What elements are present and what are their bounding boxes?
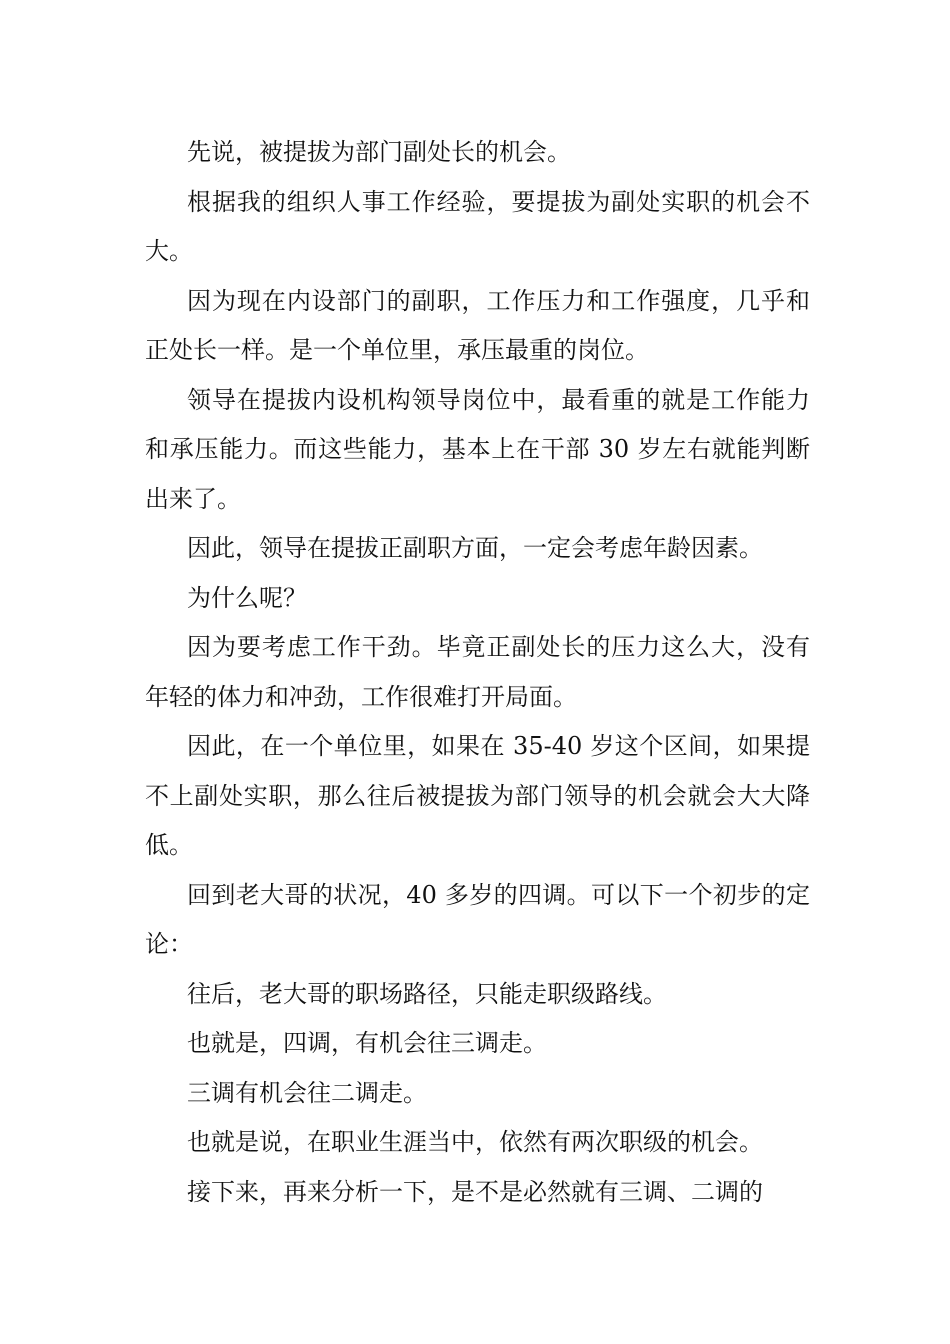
- paragraph-2: 根据我的组织人事工作经验，要提拔为副处实职的机会不大。: [145, 187, 810, 265]
- paragraph-11: 也就是，四调，有机会往三调走。: [187, 1029, 547, 1057]
- paragraph-13: 也就是说，在职业生涯当中，依然有两次职级的机会。: [187, 1128, 763, 1156]
- paragraph-10: 往后，老大哥的职场路径，只能走职级路线。: [187, 979, 667, 1008]
- paragraph-6: 为什么呢？: [187, 583, 307, 612]
- paragraph-4: 领导在提拔内设机构领导岗位中，最看重的就是工作能力和承压能力。而这些能力，基本上在干部 30 岁左右就能判断出来了。: [145, 385, 810, 513]
- paragraph-7: 因为要考虑工作干劲。毕竟正副处长的压力这么大，没有年轻的体力和冲劲，工作很难打开局面。: [145, 633, 810, 711]
- paragraph-9: 回到老大哥的状况，40 多岁的四调。可以下一个初步的定论：: [145, 880, 810, 958]
- paragraph-12: 三调有机会往二调走。: [187, 1078, 427, 1107]
- paragraph-1: 先说，被提拔为部门副处长的机会。: [187, 138, 571, 166]
- paragraph-8: 因此，在一个单位里，如果在 35-40 岁这个区间，如果提不上副处实职，那么往后被提拔为部门领导的机会就会大大降低。: [145, 732, 810, 859]
- paragraph-5: 因此，领导在提拔正副职方面，一定会考虑年龄因素。: [187, 534, 763, 562]
- paragraph-14: 接下来，再来分析一下，是不是必然就有三调、二调的: [187, 1177, 763, 1206]
- document-page: [145, 128, 810, 1217]
- paragraph-3: 因为现在内设部门的副职，工作压力和工作强度，几乎和正处长一样。是一个单位里，承压最重的岗位。: [145, 286, 810, 364]
